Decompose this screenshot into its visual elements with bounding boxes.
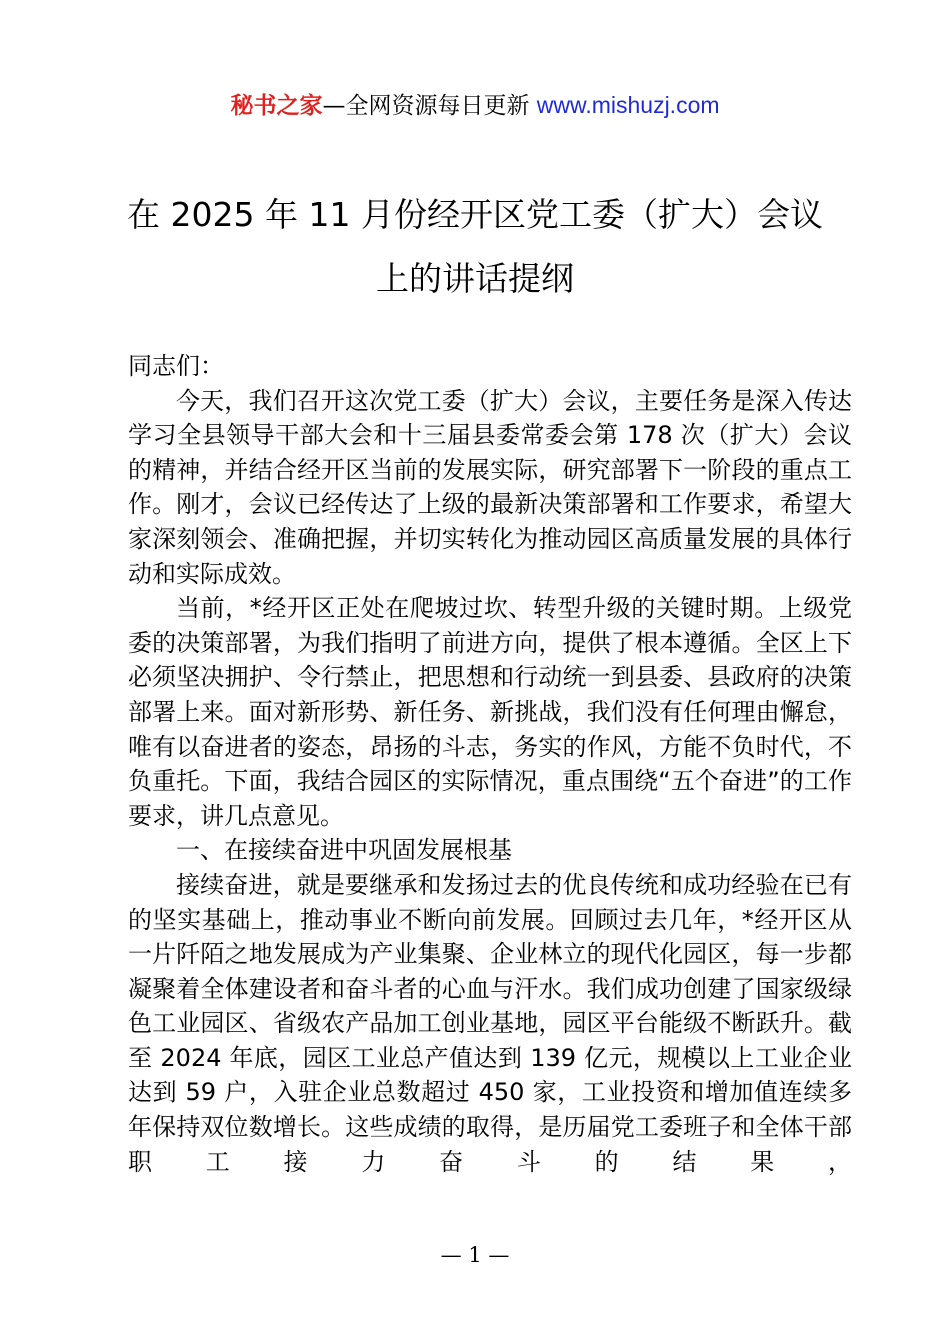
paragraph-3: 接续奋进，就是要继承和发扬过去的优良传统和成功经验在已有的坚实基础上，推动事业不断向前发展。回顾过去几年，*经开区从一片阡陌之地发展成为产业集聚、企业林立的现代化园区，每一步都凝聚着全体建设者和奋斗者的心血与汗水。我们成功创建了国家级绿色工业园区、省级农产品加工创业基地，园区平台能级不断跃升。截至 2024 年底，园区工业总产值达到 139 亿元，规模以上工业企业达到 59 户，入驻企业总数超过 450 家，工业投资和增加值连续多年保持双位数增长。这些成绩的取得，是历届党工委班子和全体干部职工接力奋斗的结果， [128, 870, 852, 1176]
paragraph-1: 今天，我们召开这次党工委（扩大）会议，主要任务是深入传达学习全县领导干部大会和十三届县委常委会第 178 次（扩大）会议的精神，并结合经开区当前的发展实际，研究部署下一阶段的重点工作。刚才，会议已经传达了上级的最新决策部署和工作要求，希望大家深刻领会、准确把握，并切实转化为推动园区高质量发展的具体行动和实际成效。 [128, 386, 852, 588]
document-title [100, 183, 850, 311]
paragraph-2: 当前，*经开区正处在爬坡过坎、转型升级的关键时期。上级党委的决策部署，为我们指明了前进方向，提供了根本遵循。全区上下必须坚决拥护、令行禁止，把思想和行动统一到县委、县政府的决策部署上来。面对新形势、新任务、新挑战，我们没有任何理由懈怠，唯有以奋进者的姿态，昂扬的斗志，务实的作风，方能不负时代，不负重托。下面，我结合园区的实际情况，重点围绕“五个奋进”的工作要求，讲几点意见。 [128, 594, 852, 830]
title-line-2: 上的讲话提纲 [376, 259, 574, 298]
document-body [128, 349, 852, 1179]
header-tagline: —全网资源每日更新 [322, 93, 537, 119]
header-url-link[interactable]: www.mishuzj.com [536, 92, 720, 118]
salutation: 同志们： [128, 352, 224, 380]
section-heading-1: 一、在接续奋进中巩固发展根基 [176, 836, 512, 865]
page-number: — 1 — [440, 1243, 510, 1267]
brand-name: 秘书之家 [230, 93, 323, 119]
site-header [0, 88, 950, 123]
title-line-1: 在 2025 年 11 月份经开区党工委（扩大）会议 [127, 195, 823, 234]
